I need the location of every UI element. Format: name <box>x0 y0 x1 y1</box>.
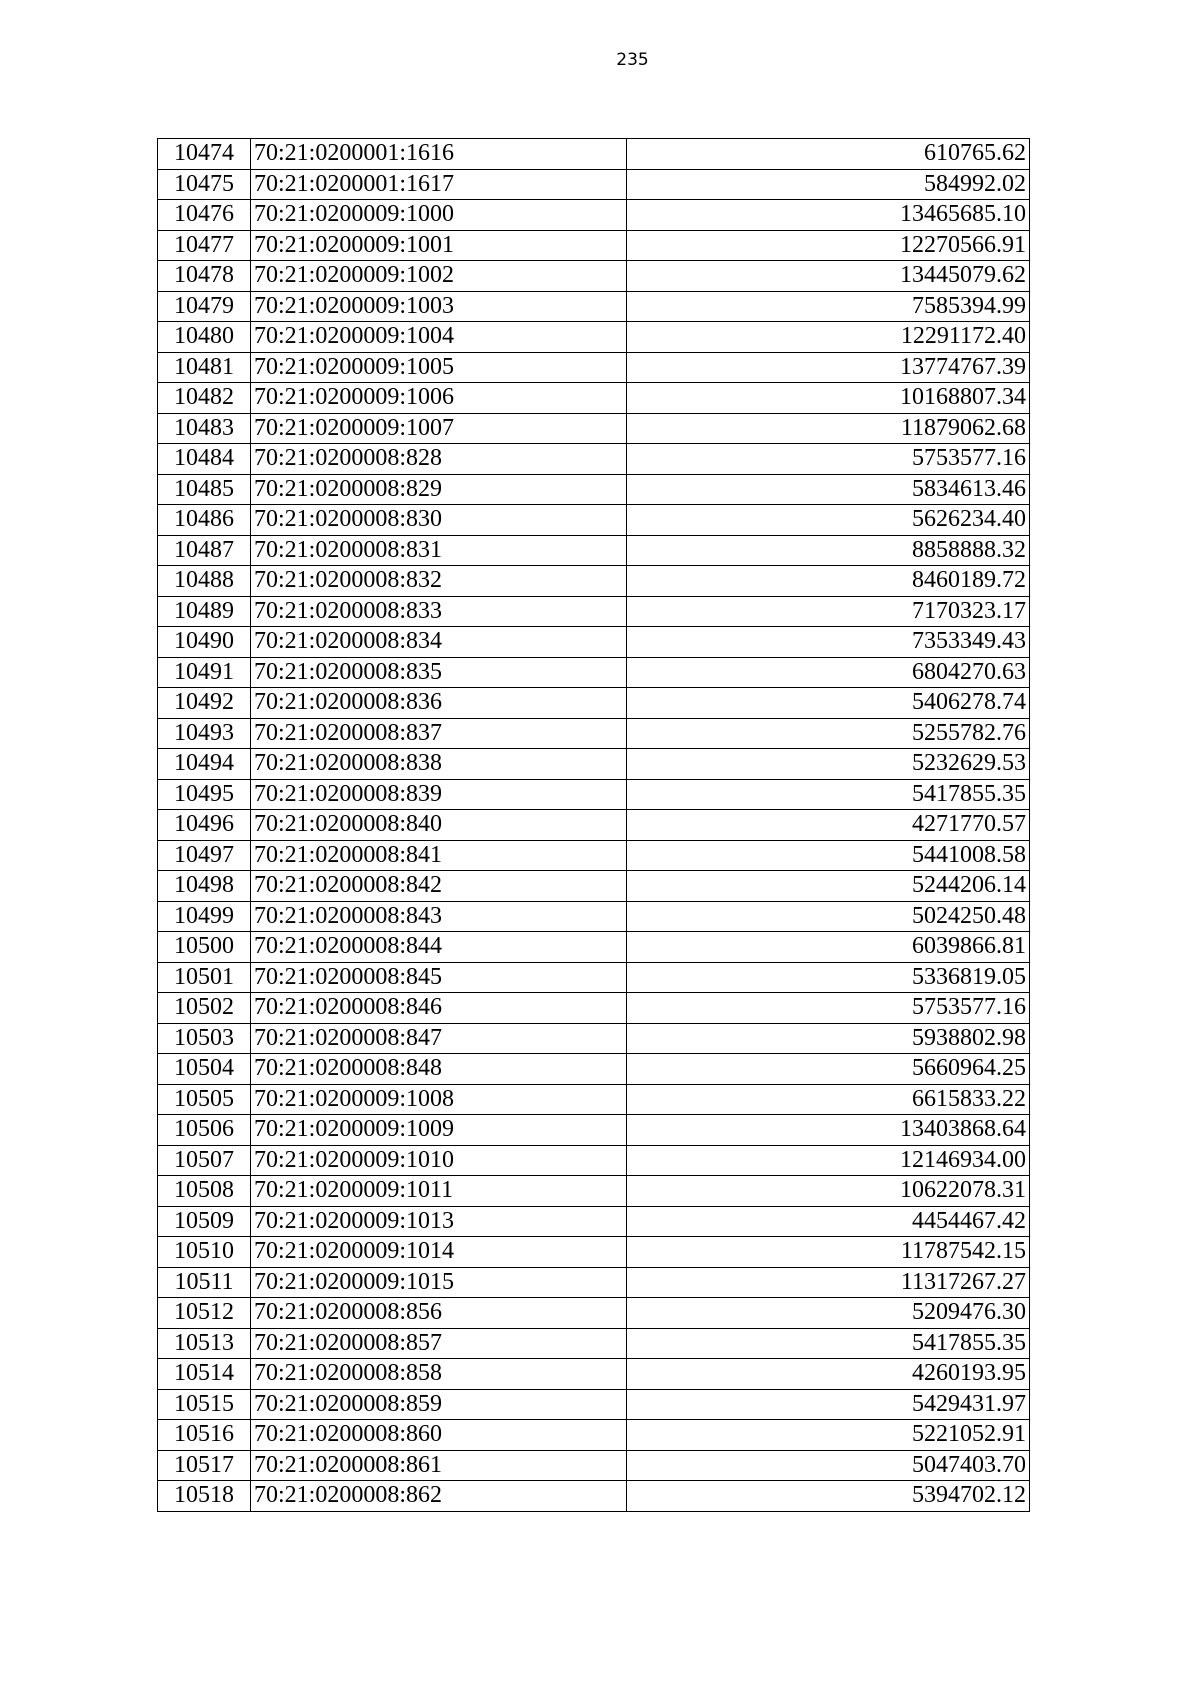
table-row <box>158 932 1030 963</box>
row-number-cell: 10483 <box>158 413 251 444</box>
cadastral-value-cell: 5417855.35 <box>627 1328 1030 1359</box>
row-number-cell: 10498 <box>158 871 251 902</box>
row-number-cell: 10507 <box>158 1145 251 1176</box>
row-number-cell: 10484 <box>158 444 251 475</box>
table-row <box>158 840 1030 871</box>
cadastral-value-cell: 5244206.14 <box>627 871 1030 902</box>
cadastral-number-cell: 70:21:0200009:1007 <box>251 413 627 444</box>
row-number-cell: 10503 <box>158 1023 251 1054</box>
table-body <box>158 139 1030 1512</box>
row-number-cell: 10505 <box>158 1084 251 1115</box>
row-number-cell: 10490 <box>158 627 251 658</box>
table-row <box>158 1054 1030 1085</box>
cadastral-number-cell: 70:21:0200001:1616 <box>251 139 627 170</box>
row-number-cell: 10495 <box>158 779 251 810</box>
table-row <box>158 322 1030 353</box>
row-number-cell: 10496 <box>158 810 251 841</box>
cadastral-value-cell: 5232629.53 <box>627 749 1030 780</box>
cadastral-number-cell: 70:21:0200009:1011 <box>251 1176 627 1207</box>
cadastral-number-cell: 70:21:0200008:859 <box>251 1389 627 1420</box>
cadastral-number-cell: 70:21:0200008:842 <box>251 871 627 902</box>
cadastral-value-cell: 5626234.40 <box>627 505 1030 536</box>
row-number-cell: 10508 <box>158 1176 251 1207</box>
cadastral-value-cell: 4271770.57 <box>627 810 1030 841</box>
cadastral-value-table <box>157 138 1030 1512</box>
cadastral-value-cell: 7353349.43 <box>627 627 1030 658</box>
cadastral-value-cell: 5221052.91 <box>627 1420 1030 1451</box>
table-row <box>158 535 1030 566</box>
cadastral-value-cell: 5753577.16 <box>627 993 1030 1024</box>
cadastral-value-cell: 10168807.34 <box>627 383 1030 414</box>
table-row <box>158 871 1030 902</box>
cadastral-number-cell: 70:21:0200009:1002 <box>251 261 627 292</box>
row-number-cell: 10517 <box>158 1450 251 1481</box>
cadastral-number-cell: 70:21:0200008:839 <box>251 779 627 810</box>
row-number-cell: 10497 <box>158 840 251 871</box>
row-number-cell: 10479 <box>158 291 251 322</box>
table-row <box>158 413 1030 444</box>
row-number-cell: 10518 <box>158 1481 251 1512</box>
row-number-cell: 10514 <box>158 1359 251 1390</box>
table-row <box>158 505 1030 536</box>
cadastral-number-cell: 70:21:0200008:861 <box>251 1450 627 1481</box>
row-number-cell: 10488 <box>158 566 251 597</box>
cadastral-number-cell: 70:21:0200008:848 <box>251 1054 627 1085</box>
cadastral-number-cell: 70:21:0200008:832 <box>251 566 627 597</box>
row-number-cell: 10481 <box>158 352 251 383</box>
table-row <box>158 810 1030 841</box>
cadastral-number-cell: 70:21:0200009:1014 <box>251 1237 627 1268</box>
cadastral-number-cell: 70:21:0200008:846 <box>251 993 627 1024</box>
cadastral-value-cell: 610765.62 <box>627 139 1030 170</box>
table-row <box>158 1420 1030 1451</box>
cadastral-value-cell: 6615833.22 <box>627 1084 1030 1115</box>
table-row <box>158 1084 1030 1115</box>
row-number-cell: 10506 <box>158 1115 251 1146</box>
cadastral-number-cell: 70:21:0200008:828 <box>251 444 627 475</box>
cadastral-number-cell: 70:21:0200009:1009 <box>251 1115 627 1146</box>
cadastral-value-cell: 7585394.99 <box>627 291 1030 322</box>
cadastral-number-cell: 70:21:0200001:1617 <box>251 169 627 200</box>
cadastral-number-cell: 70:21:0200008:836 <box>251 688 627 719</box>
cadastral-value-cell: 11879062.68 <box>627 413 1030 444</box>
table-row <box>158 1328 1030 1359</box>
cadastral-value-cell: 5209476.30 <box>627 1298 1030 1329</box>
cadastral-value-cell: 5441008.58 <box>627 840 1030 871</box>
cadastral-number-cell: 70:21:0200008:847 <box>251 1023 627 1054</box>
table-row <box>158 749 1030 780</box>
cadastral-number-cell: 70:21:0200009:1005 <box>251 352 627 383</box>
cadastral-value-cell: 8858888.32 <box>627 535 1030 566</box>
table-row <box>158 657 1030 688</box>
table-row <box>158 1267 1030 1298</box>
row-number-cell: 10474 <box>158 139 251 170</box>
cadastral-value-cell: 13445079.62 <box>627 261 1030 292</box>
row-number-cell: 10509 <box>158 1206 251 1237</box>
cadastral-value-cell: 6039866.81 <box>627 932 1030 963</box>
cadastral-value-cell: 12270566.91 <box>627 230 1030 261</box>
row-number-cell: 10482 <box>158 383 251 414</box>
table-row <box>158 962 1030 993</box>
row-number-cell: 10491 <box>158 657 251 688</box>
table-row <box>158 169 1030 200</box>
cadastral-value-cell: 5394702.12 <box>627 1481 1030 1512</box>
row-number-cell: 10475 <box>158 169 251 200</box>
cadastral-value-cell: 8460189.72 <box>627 566 1030 597</box>
row-number-cell: 10492 <box>158 688 251 719</box>
table-row <box>158 444 1030 475</box>
table-row <box>158 1359 1030 1390</box>
row-number-cell: 10493 <box>158 718 251 749</box>
cadastral-value-cell: 10622078.31 <box>627 1176 1030 1207</box>
cadastral-number-cell: 70:21:0200008:862 <box>251 1481 627 1512</box>
row-number-cell: 10478 <box>158 261 251 292</box>
table-row <box>158 1176 1030 1207</box>
table-row <box>158 1115 1030 1146</box>
table-row <box>158 200 1030 231</box>
table-row <box>158 261 1030 292</box>
row-number-cell: 10501 <box>158 962 251 993</box>
cadastral-number-cell: 70:21:0200008:833 <box>251 596 627 627</box>
table-row <box>158 383 1030 414</box>
cadastral-number-cell: 70:21:0200009:1006 <box>251 383 627 414</box>
cadastral-value-cell: 5660964.25 <box>627 1054 1030 1085</box>
table-row <box>158 688 1030 719</box>
cadastral-number-cell: 70:21:0200008:858 <box>251 1359 627 1390</box>
cadastral-number-cell: 70:21:0200008:830 <box>251 505 627 536</box>
cadastral-value-cell: 5429431.97 <box>627 1389 1030 1420</box>
cadastral-number-cell: 70:21:0200008:834 <box>251 627 627 658</box>
row-number-cell: 10500 <box>158 932 251 963</box>
page-number: 235 <box>616 50 649 70</box>
cadastral-value-cell: 5834613.46 <box>627 474 1030 505</box>
cadastral-value-cell: 4260193.95 <box>627 1359 1030 1390</box>
cadastral-value-cell: 5417855.35 <box>627 779 1030 810</box>
row-number-cell: 10476 <box>158 200 251 231</box>
cadastral-value-cell: 5938802.98 <box>627 1023 1030 1054</box>
cadastral-value-cell: 5753577.16 <box>627 444 1030 475</box>
table-row <box>158 1237 1030 1268</box>
table-row <box>158 1206 1030 1237</box>
cadastral-number-cell: 70:21:0200008:844 <box>251 932 627 963</box>
cadastral-value-cell: 13774767.39 <box>627 352 1030 383</box>
cadastral-number-cell: 70:21:0200008:837 <box>251 718 627 749</box>
table-row <box>158 596 1030 627</box>
row-number-cell: 10515 <box>158 1389 251 1420</box>
cadastral-number-cell: 70:21:0200008:857 <box>251 1328 627 1359</box>
row-number-cell: 10494 <box>158 749 251 780</box>
cadastral-number-cell: 70:21:0200008:831 <box>251 535 627 566</box>
row-number-cell: 10499 <box>158 901 251 932</box>
cadastral-number-cell: 70:21:0200009:1003 <box>251 291 627 322</box>
cadastral-value-cell: 12291172.40 <box>627 322 1030 353</box>
cadastral-value-cell: 12146934.00 <box>627 1145 1030 1176</box>
cadastral-value-cell: 4454467.42 <box>627 1206 1030 1237</box>
cadastral-value-cell: 13465685.10 <box>627 200 1030 231</box>
row-number-cell: 10512 <box>158 1298 251 1329</box>
cadastral-number-cell: 70:21:0200009:1001 <box>251 230 627 261</box>
table-row <box>158 1481 1030 1512</box>
table-row <box>158 1023 1030 1054</box>
cadastral-value-cell: 11317267.27 <box>627 1267 1030 1298</box>
table-row <box>158 230 1030 261</box>
table-row <box>158 1450 1030 1481</box>
table-row <box>158 779 1030 810</box>
cadastral-value-cell: 7170323.17 <box>627 596 1030 627</box>
cadastral-value-cell: 5406278.74 <box>627 688 1030 719</box>
cadastral-value-cell: 5024250.48 <box>627 901 1030 932</box>
row-number-cell: 10485 <box>158 474 251 505</box>
cadastral-number-cell: 70:21:0200009:1010 <box>251 1145 627 1176</box>
cadastral-value-cell: 584992.02 <box>627 169 1030 200</box>
row-number-cell: 10486 <box>158 505 251 536</box>
cadastral-number-cell: 70:21:0200009:1008 <box>251 1084 627 1115</box>
cadastral-value-cell: 5255782.76 <box>627 718 1030 749</box>
cadastral-number-cell: 70:21:0200008:845 <box>251 962 627 993</box>
row-number-cell: 10504 <box>158 1054 251 1085</box>
cadastral-number-cell: 70:21:0200008:843 <box>251 901 627 932</box>
cadastral-number-cell: 70:21:0200008:840 <box>251 810 627 841</box>
table-row <box>158 901 1030 932</box>
table-row <box>158 993 1030 1024</box>
cadastral-value-cell: 13403868.64 <box>627 1115 1030 1146</box>
row-number-cell: 10477 <box>158 230 251 261</box>
row-number-cell: 10510 <box>158 1237 251 1268</box>
table-row <box>158 474 1030 505</box>
cadastral-number-cell: 70:21:0200008:838 <box>251 749 627 780</box>
row-number-cell: 10513 <box>158 1328 251 1359</box>
cadastral-value-cell: 5047403.70 <box>627 1450 1030 1481</box>
row-number-cell: 10487 <box>158 535 251 566</box>
cadastral-number-cell: 70:21:0200009:1000 <box>251 200 627 231</box>
table-row <box>158 1389 1030 1420</box>
cadastral-number-cell: 70:21:0200008:841 <box>251 840 627 871</box>
cadastral-number-cell: 70:21:0200008:856 <box>251 1298 627 1329</box>
table-row <box>158 1145 1030 1176</box>
cadastral-number-cell: 70:21:0200009:1013 <box>251 1206 627 1237</box>
cadastral-number-cell: 70:21:0200009:1015 <box>251 1267 627 1298</box>
table-row <box>158 139 1030 170</box>
table-row <box>158 352 1030 383</box>
row-number-cell: 10480 <box>158 322 251 353</box>
cadastral-number-cell: 70:21:0200008:860 <box>251 1420 627 1451</box>
row-number-cell: 10511 <box>158 1267 251 1298</box>
row-number-cell: 10489 <box>158 596 251 627</box>
cadastral-number-cell: 70:21:0200008:829 <box>251 474 627 505</box>
cadastral-value-cell: 11787542.15 <box>627 1237 1030 1268</box>
table-row <box>158 718 1030 749</box>
table-row <box>158 1298 1030 1329</box>
row-number-cell: 10516 <box>158 1420 251 1451</box>
table-row <box>158 566 1030 597</box>
cadastral-number-cell: 70:21:0200009:1004 <box>251 322 627 353</box>
row-number-cell: 10502 <box>158 993 251 1024</box>
table-row <box>158 291 1030 322</box>
table-row <box>158 627 1030 658</box>
cadastral-value-cell: 6804270.63 <box>627 657 1030 688</box>
cadastral-value-cell: 5336819.05 <box>627 962 1030 993</box>
cadastral-number-cell: 70:21:0200008:835 <box>251 657 627 688</box>
